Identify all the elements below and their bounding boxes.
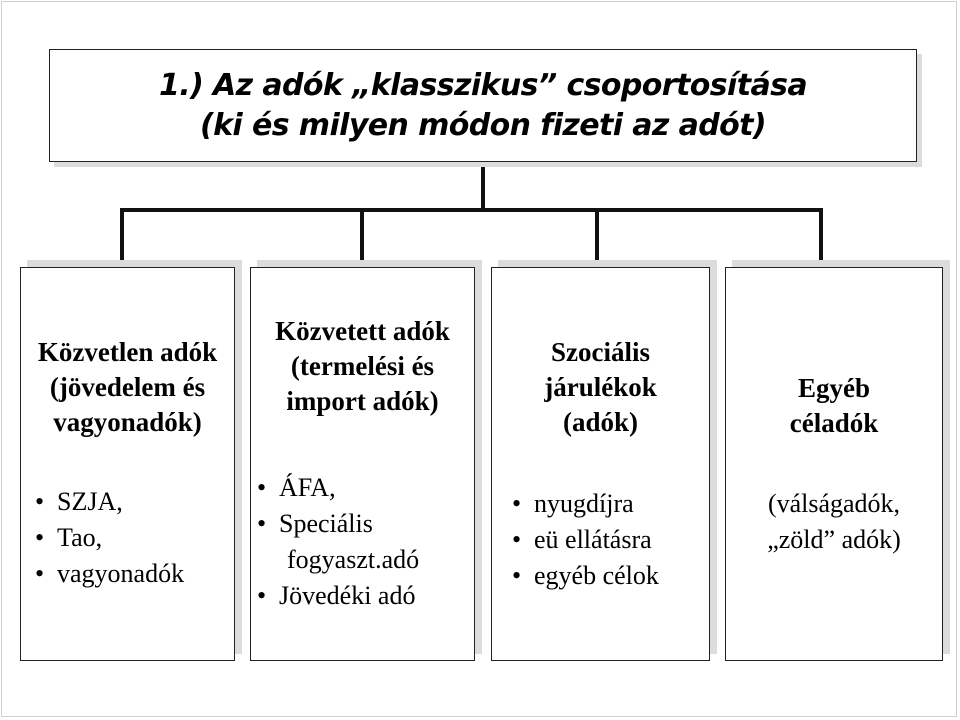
heading-line: vagyonadók): [53, 407, 202, 437]
bullet-icon: •: [35, 487, 45, 516]
list-item: [512, 486, 659, 522]
bullet-icon: •: [257, 473, 267, 502]
category-note: [726, 486, 942, 558]
bullet-icon: •: [512, 561, 522, 590]
heading-line: Szociális: [551, 337, 650, 367]
list-item: [257, 470, 419, 506]
heading-line: (jövedelem és: [49, 372, 206, 402]
list-item: [257, 578, 419, 614]
bullet-list: [257, 470, 419, 614]
heading-line: Egyéb: [797, 373, 870, 403]
category-heading: [492, 335, 709, 440]
list-item: [257, 506, 419, 542]
list-item-label: Jövedéki adó: [279, 581, 416, 610]
title-line-1: 1.) Az adók „klasszikus” csoportosítása: [159, 67, 807, 103]
list-item-label: ÁFA,: [279, 473, 336, 502]
heading-line: (adók): [562, 407, 638, 437]
list-item-continuation: [257, 542, 419, 578]
list-item-label: nyugdíjra: [534, 489, 634, 518]
list-item: [35, 484, 184, 520]
bullet-icon: •: [35, 559, 45, 588]
list-item-label: egyéb célok: [534, 561, 659, 590]
bullet-list: [35, 484, 184, 592]
list-item-label: Tao,: [57, 523, 103, 552]
heading-line: (termelési és: [290, 351, 435, 381]
list-item: [35, 520, 184, 556]
heading-line: import adók): [286, 386, 439, 416]
category-box-social-contributions: [491, 267, 710, 661]
list-item-label: SZJA,: [57, 487, 123, 516]
bullet-icon: •: [257, 581, 267, 610]
title-line-2: (ki és milyen módon fizeti az adót): [199, 107, 767, 143]
list-item-label: eü ellátásra: [534, 525, 652, 554]
heading-line: céladók: [789, 408, 879, 438]
note-line: (válságadók,: [767, 489, 901, 518]
category-box-direct-taxes: [20, 267, 235, 661]
bullet-icon: •: [257, 509, 267, 538]
bullet-icon: •: [35, 523, 45, 552]
list-item: [512, 522, 659, 558]
bullet-icon: •: [512, 489, 522, 518]
list-item: [35, 556, 184, 592]
category-box-other-taxes: [725, 267, 943, 661]
category-box-indirect-taxes: [250, 267, 475, 661]
heading-line: Közvetett adók: [275, 316, 450, 346]
list-item: [512, 558, 659, 594]
bullet-list: [512, 486, 659, 594]
list-item-label: vagyonadók: [57, 559, 185, 588]
note-line: „zöld” adók): [767, 525, 901, 554]
list-item-label: fogyaszt.adó: [287, 545, 420, 574]
heading-line: járulékok: [544, 372, 657, 402]
category-heading: [726, 371, 942, 441]
heading-line: Közvetlen adók: [37, 337, 218, 367]
category-heading: [21, 335, 234, 440]
list-item-label: Speciális: [279, 509, 373, 538]
category-heading: [251, 314, 474, 419]
bullet-icon: •: [512, 525, 522, 554]
title-box: [49, 49, 917, 162]
